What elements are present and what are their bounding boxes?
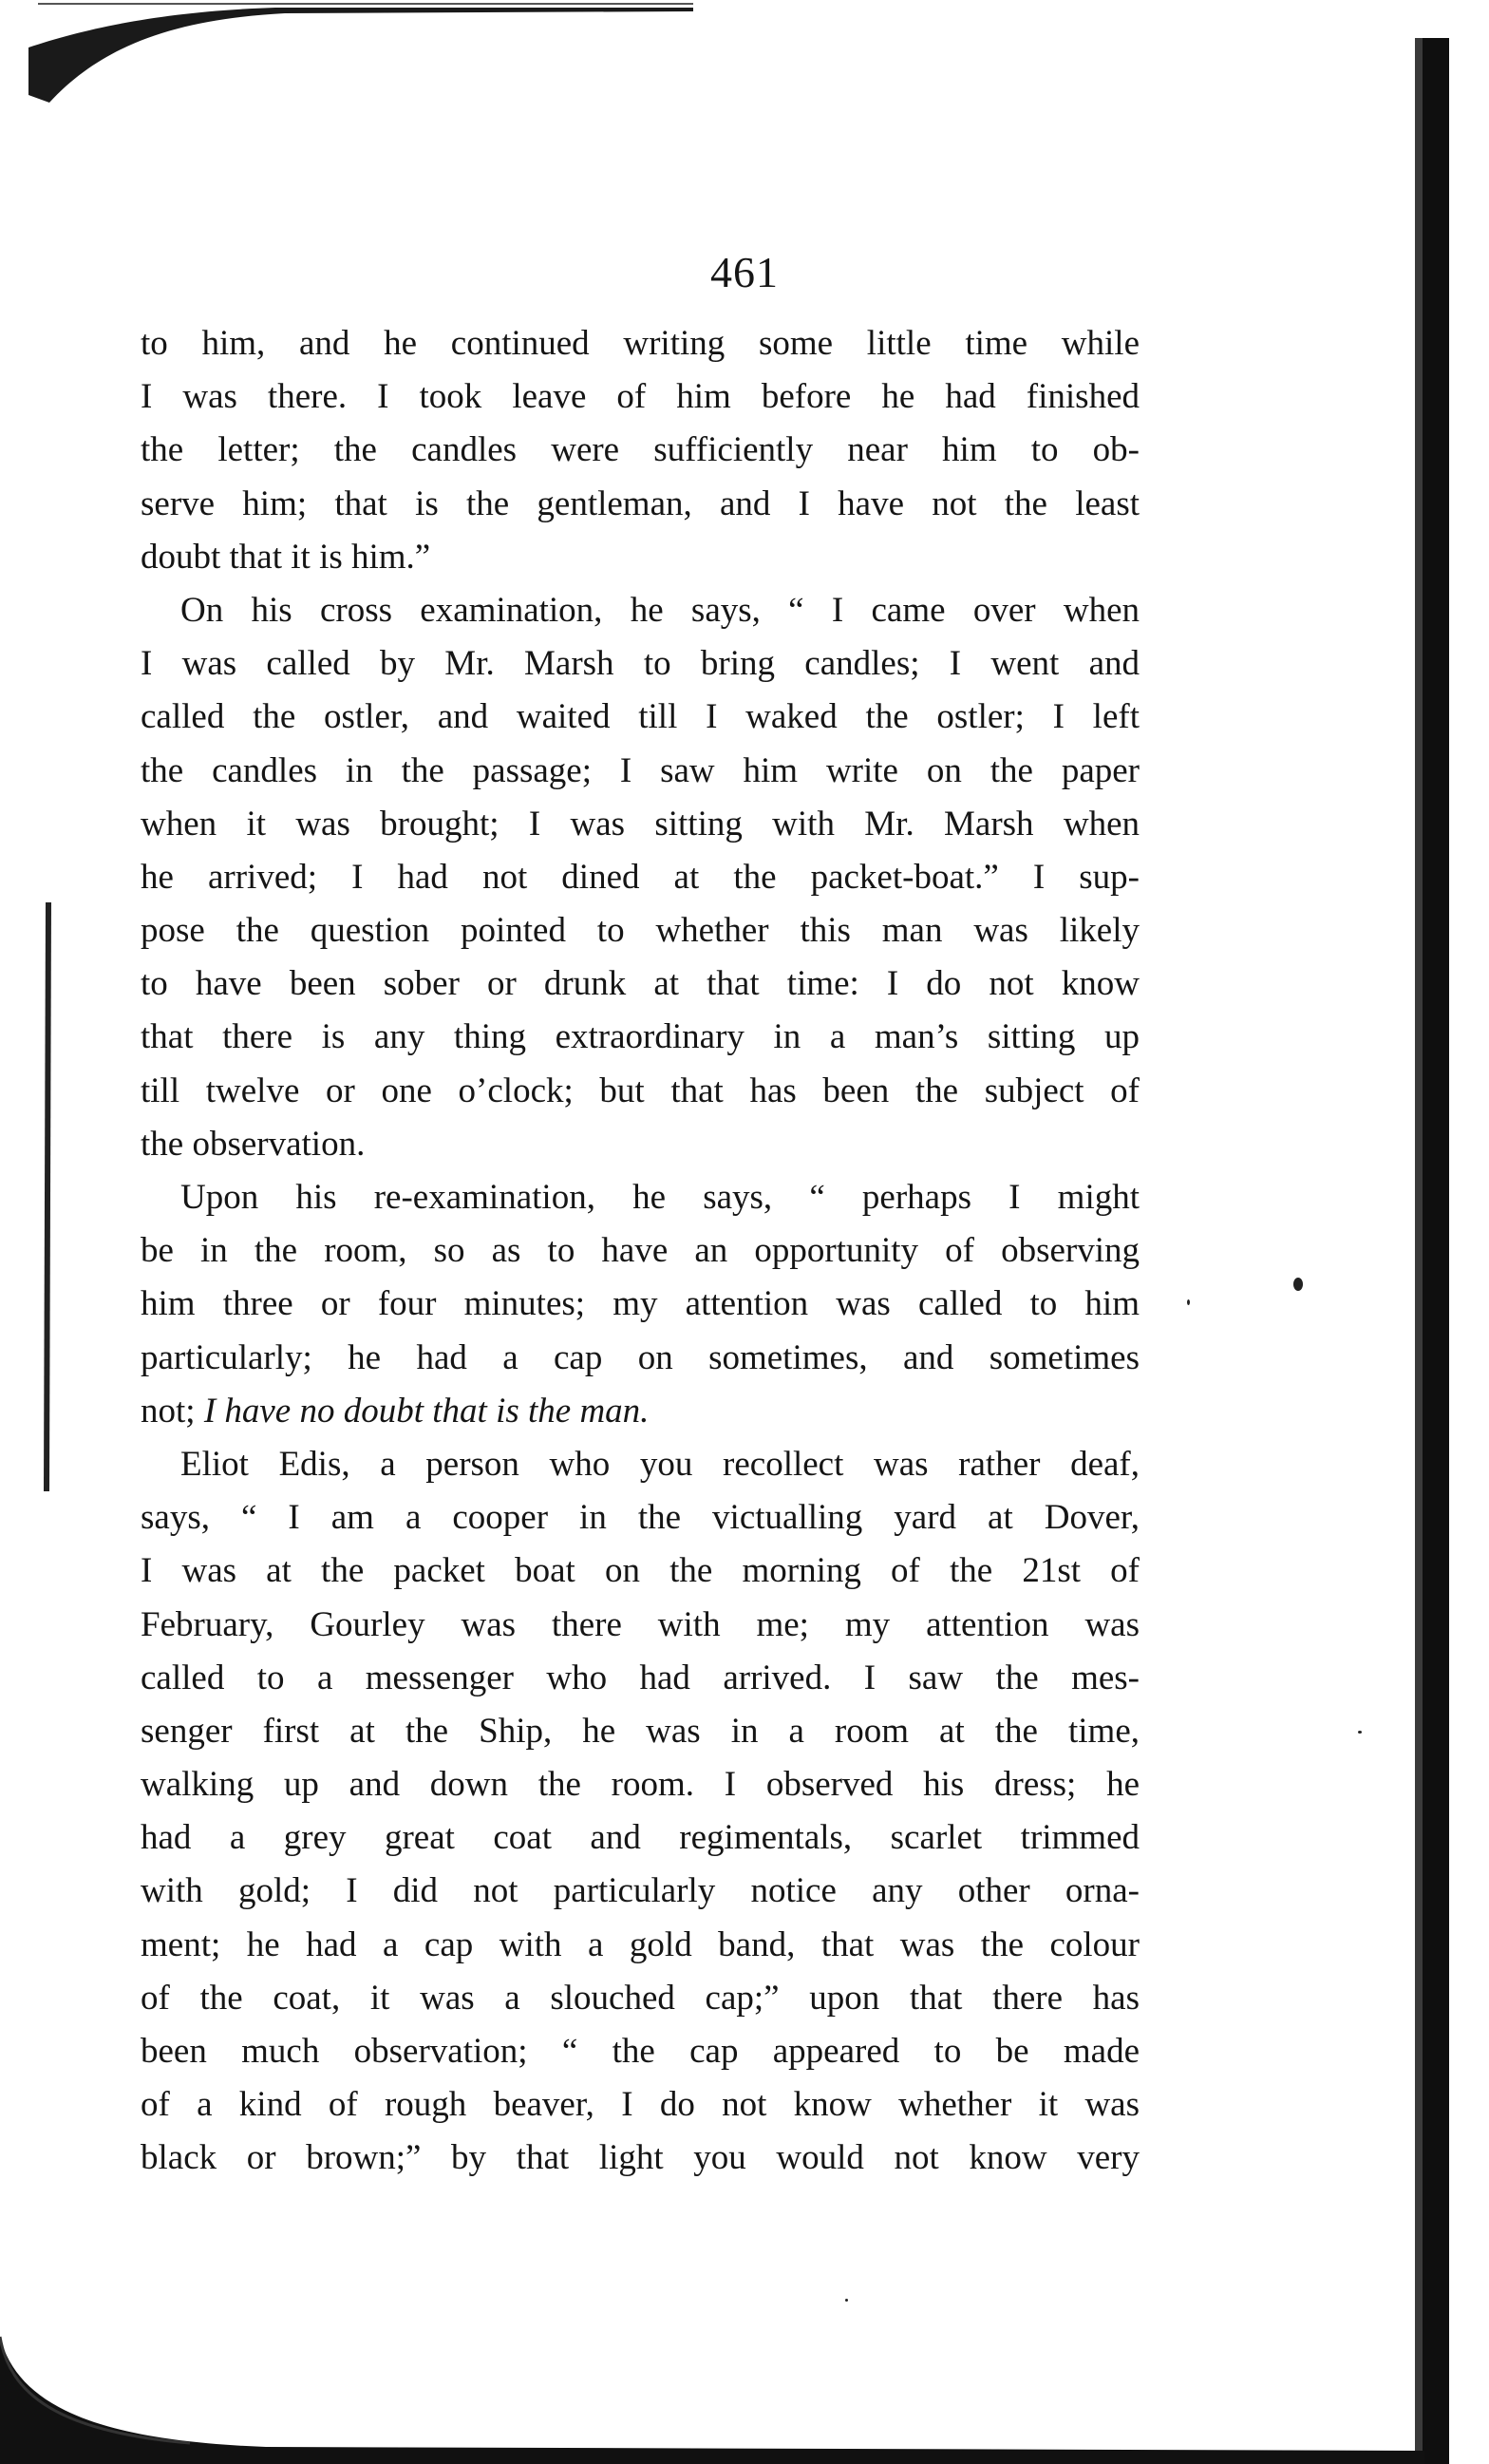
text-line: when it was brought; I was sitting with Mr. Marsh when	[141, 804, 1140, 843]
paragraph	[141, 317, 1140, 584]
ink-speck	[1293, 1278, 1303, 1291]
text-line: ment; he had a cap with a gold band, that was the colour	[141, 1924, 1140, 1964]
text-line: Eliot Edis, a person who you recollect was rather deaf,	[180, 1444, 1140, 1484]
text-line: to have been sober or drunk at that time: I do not know	[141, 964, 1140, 1004]
paragraph	[141, 584, 1140, 1171]
italic-quote: I have no doubt that is the man.	[203, 1391, 650, 1431]
scan-shadow-right	[1415, 38, 1489, 2464]
text-line: I was at the packet boat on the morning of the 21st of	[141, 1551, 1140, 1591]
text-line: pose the question pointed to whether this man was likely	[141, 911, 1140, 951]
ink-speck	[1187, 1299, 1190, 1305]
text-line: to him, and he continued writing some little time while	[141, 324, 1140, 363]
text-line: with gold; I did not particularly notice any other orna-	[141, 1871, 1140, 1911]
scan-shadow-bottom	[0, 2299, 1489, 2464]
text-line: doubt that it is him.”	[141, 537, 431, 577]
text-line: him three or four minutes; my attention was called to him	[141, 1284, 1140, 1324]
text-line: serve him; that is the gentleman, and I have not the least	[141, 483, 1140, 523]
body-text	[141, 317, 1140, 2186]
ink-speck	[1358, 1731, 1362, 1734]
text-line: senger first at the Ship, he was in a room at the time,	[141, 1711, 1140, 1751]
text-line: I was there. I took leave of him before he had finished	[141, 377, 1140, 417]
text-line: black or brown;” by that light you would not know very	[141, 2138, 1140, 2178]
text-line: had a grey great coat and regimentals, scarlet trimmed	[141, 1818, 1140, 1858]
text-line: called to a messenger who had arrived. I saw the mes-	[141, 1658, 1140, 1697]
text-line: of a kind of rough beaver, I do not know whether it was	[141, 2085, 1140, 2125]
text-line: of the coat, it was a slouched cap;” upon that there has	[141, 1978, 1140, 2018]
scan-shadow-left	[38, 902, 57, 1491]
text-lead: not;	[141, 1391, 204, 1431]
paragraph	[141, 1438, 1140, 2186]
text-line: Upon his re-examination, he says, “ perhaps I might	[180, 1178, 1140, 1217]
text-line: particularly; he had a cap on sometimes, and sometimes	[141, 1337, 1140, 1377]
text-line	[141, 1385, 1140, 1438]
text-line: the candles in the passage; I saw him write on the paper	[141, 750, 1140, 790]
text-line: says, “ I am a cooper in the victualling yard at Dover,	[141, 1498, 1140, 1538]
text-line: the letter; the candles were sufficiently near him to ob-	[141, 430, 1140, 470]
page-number: 461	[710, 248, 779, 296]
text-line: been much observation; “ the cap appeared to be made	[141, 2032, 1140, 2071]
text-line: the observation.	[141, 1124, 366, 1164]
text-line: till twelve or one o’clock; but that has been the subject of	[141, 1071, 1140, 1110]
scan-shadow-top	[28, 0, 693, 104]
text-line: February, Gourley was there with me; my attention was	[141, 1604, 1140, 1644]
text-line: that there is any thing extraordinary in a man’s sitting up	[141, 1017, 1140, 1057]
text-line: called the ostler, and waited till I waked the ostler; I left	[141, 697, 1140, 737]
text-line: be in the room, so as to have an opportunity of observing	[141, 1231, 1140, 1271]
text-line: On his cross examination, he says, “ I came over when	[180, 590, 1140, 630]
text-line: I was called by Mr. Marsh to bring candles; I went and	[141, 644, 1140, 684]
paragraph	[141, 1171, 1140, 1438]
text-line: walking up and down the room. I observed his dress; he	[141, 1765, 1140, 1805]
ink-speck	[845, 2299, 848, 2302]
text-line: he arrived; I had not dined at the packet-boat.” I sup-	[141, 857, 1140, 897]
